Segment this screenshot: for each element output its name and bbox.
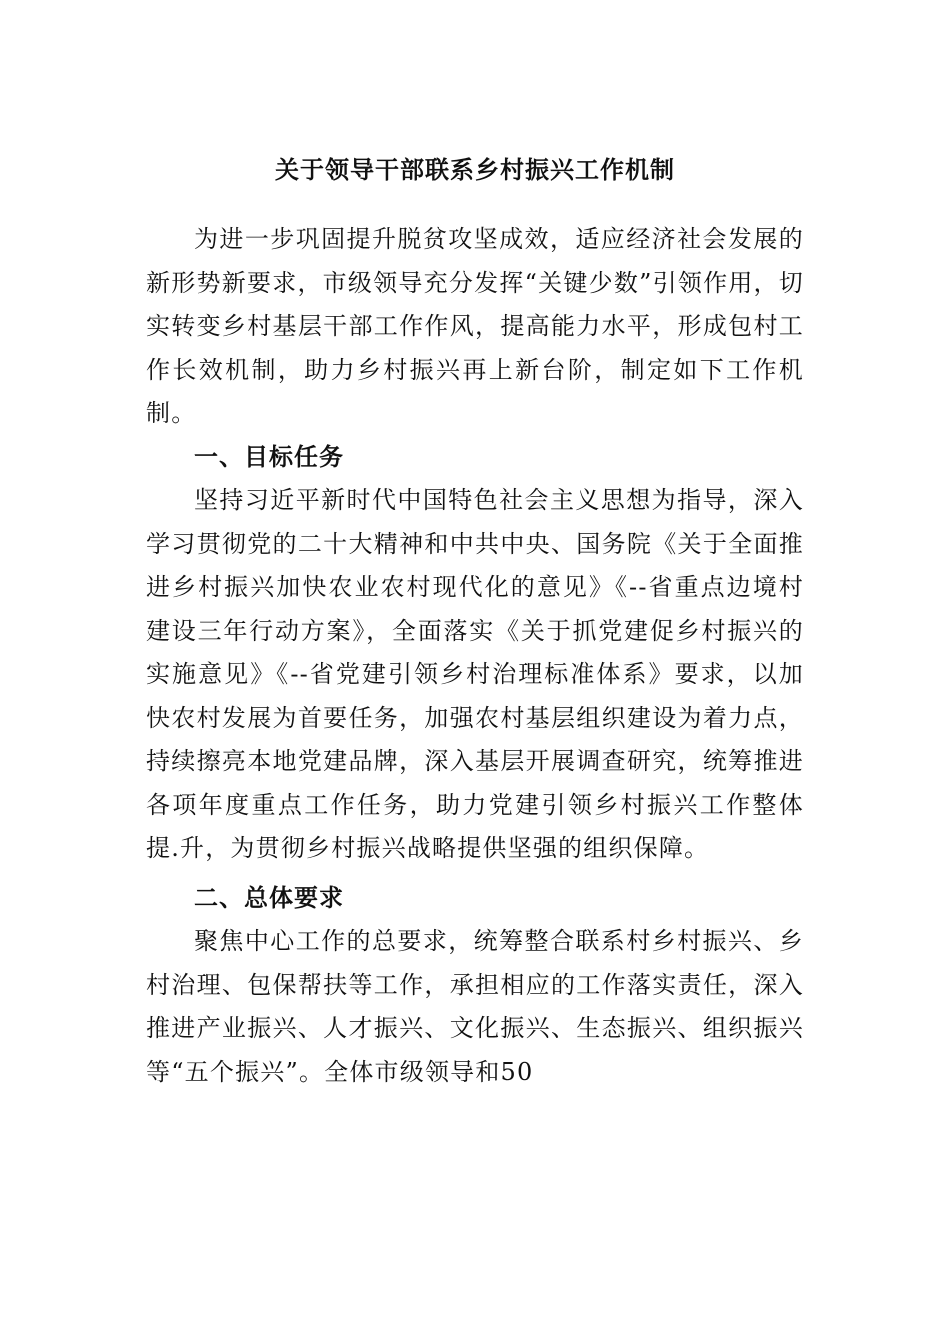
- intro-paragraph: 为进一步巩固提升脱贫攻坚成效，适应经济社会发展的新形势新要求，市级领导充分发挥“关键少数”引领作用，切实转变乡村基层干部工作作风，提高能力水平，形成包村工作长效机制，助力乡村振兴再上新台阶，制定如下工作机制。: [146, 225, 804, 427]
- section-body-requirements: 聚焦中心工作的总要求，统筹整合联系村乡村振兴、乡村治理、包保帮扶等工作，承担相应的工作落实责任，深入推进产业振兴、人才振兴、文化振兴、生态振兴、组织振兴等“五个振兴”。全体市级领导和50: [146, 927, 804, 1086]
- section-body-goals: 坚持习近平新时代中国特色社会主义思想为指导，深入学习贯彻党的二十大精神和中共中央、国务院《关于全面推进乡村振兴加快农业农村现代化的意见》《--省重点边境村建设三年行动方案》，全面落实《关于抓党建促乡村振兴的实施意见》《--省党建引领乡村治理标准体系》要求，以加快农村发展为首要任务，加强农村基层组织建设为着力点，持续擦亮本地党建品牌，深入基层开展调查研究，统筹推进各项年度重点工作任务，助力党建引领乡村振兴工作整体提.升，为贯彻乡村振兴战略提供坚强的组织保障。: [146, 486, 804, 862]
- document-title: 关于领导干部联系乡村振兴工作机制: [275, 156, 675, 184]
- section-heading-goals: 一、目标任务: [194, 442, 344, 471]
- section-heading-requirements: 二、总体要求: [194, 883, 344, 912]
